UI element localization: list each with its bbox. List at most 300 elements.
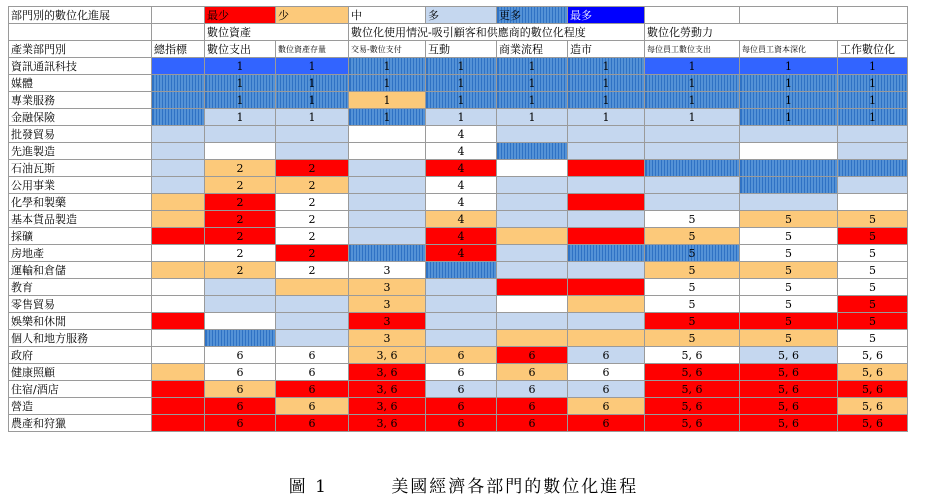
heatmap-cell [276,330,349,347]
figure-number: 圖 1 [288,477,328,497]
heatmap-cell [497,330,568,347]
heatmap-cell [276,126,349,143]
heatmap-cell: 3 [349,262,426,279]
heatmap-cell: 5 [740,245,838,262]
heatmap-cell [205,313,276,330]
heatmap-cell [497,262,568,279]
legend-row [9,7,908,24]
heatmap-cell: 5 [645,245,740,262]
heatmap-cell: 5, 6 [740,398,838,415]
legend-medium: 中 [349,7,426,24]
col-capital-per-worker: 每位員工資本深化 [740,41,838,58]
heatmap-cell: 6 [205,381,276,398]
heatmap-cell: 5 [838,262,908,279]
col-digital-asset-stock: 數位資產存量 [276,41,349,58]
heatmap-cell [152,262,205,279]
heatmap-cell: 1 [645,58,740,75]
sector-name: 資訊通訊科技 [9,58,152,75]
sector-name: 化學和製藥 [9,194,152,211]
heatmap-cell [568,296,645,313]
heatmap-cell [152,347,205,364]
col-business-process: 商業流程 [497,41,568,58]
heatmap-cell: 1 [349,58,426,75]
heatmap-cell: 6 [497,398,568,415]
heatmap-cell: 1 [645,109,740,126]
heatmap-cell: 1 [497,92,568,109]
sector-row [9,330,908,347]
heatmap-cell: 4 [426,194,497,211]
heatmap-cell: 5 [740,262,838,279]
heatmap-cell: 6 [205,364,276,381]
heatmap-cell: 6 [205,347,276,364]
sector-row [9,75,908,92]
heatmap-cell: 1 [838,75,908,92]
heatmap-cell: 6 [497,364,568,381]
heatmap-cell: 2 [205,262,276,279]
sector-name: 公用事業 [9,177,152,194]
heatmap-cell [152,194,205,211]
heatmap-cell: 2 [276,194,349,211]
heatmap-cell [568,279,645,296]
heatmap-cell: 1 [426,75,497,92]
sector-row [9,347,908,364]
heatmap-cell [740,126,838,143]
heatmap-cell [276,279,349,296]
heatmap-cell: 6 [276,381,349,398]
heatmap-cell [152,160,205,177]
sector-name: 運輸和倉儲 [9,262,152,279]
legend-less: 少 [276,7,349,24]
legend-most: 最多 [568,7,645,24]
heatmap-cell [497,211,568,228]
sector-name: 營造 [9,398,152,415]
sector-name: 農產和狩獵 [9,415,152,432]
heatmap-cell: 2 [276,245,349,262]
heatmap-cell: 1 [645,92,740,109]
col-work-digitization: 工作數位化 [838,41,908,58]
heatmap-cell: 1 [568,109,645,126]
legend-title: 部門別的數位化進展 [9,7,152,24]
heatmap-cell: 5, 6 [838,398,908,415]
heatmap-cell: 5 [645,228,740,245]
heatmap-cell: 1 [426,58,497,75]
heatmap-cell: 4 [426,228,497,245]
sector-row [9,109,908,126]
figure-title: 美國經濟各部門的數位化進程 [391,477,639,497]
heatmap-cell: 6 [568,364,645,381]
heatmap-cell: 1 [740,58,838,75]
heatmap-cell: 5 [838,313,908,330]
heatmap-cell: 6 [276,398,349,415]
heatmap-cell [349,126,426,143]
sector-name: 石油瓦斯 [9,160,152,177]
sector-name: 零售貿易 [9,296,152,313]
heatmap-cell [426,262,497,279]
col-transactions: 交易-數位支付 [349,41,426,58]
heatmap-cell [568,211,645,228]
heatmap-cell [497,296,568,313]
heatmap-cell [568,262,645,279]
heatmap-cell: 5, 6 [740,415,838,432]
col-market-making: 造市 [568,41,645,58]
heatmap-cell [568,330,645,347]
sector-row [9,313,908,330]
heatmap-cell: 3, 6 [349,364,426,381]
heatmap-cell [645,126,740,143]
heatmap-cell [152,228,205,245]
heatmap-cell: 5, 6 [740,381,838,398]
sector-name: 娛樂和休閒 [9,313,152,330]
heatmap-cell [205,143,276,160]
heatmap-cell: 6 [497,415,568,432]
heatmap-cell: 5, 6 [838,381,908,398]
heatmap-cell: 6 [276,364,349,381]
heatmap-cell [152,143,205,160]
heatmap-cell: 1 [276,92,349,109]
heatmap-cell [838,194,908,211]
heatmap-cell: 5 [838,245,908,262]
heatmap-cell [349,160,426,177]
heatmap-cell: 1 [276,109,349,126]
heatmap-cell: 6 [568,347,645,364]
heatmap-cell: 5 [838,279,908,296]
heatmap-cell [568,228,645,245]
heatmap-cell: 4 [426,177,497,194]
heatmap-cell [740,194,838,211]
heatmap-cell [152,177,205,194]
legend-spacer [152,7,205,24]
heatmap-cell [276,296,349,313]
heatmap-cell [205,296,276,313]
sector-row [9,398,908,415]
heatmap-cell: 5 [645,296,740,313]
heatmap-cell: 5 [740,330,838,347]
heatmap-cell: 5 [740,228,838,245]
heatmap-cell: 4 [426,126,497,143]
heatmap-cell: 1 [205,75,276,92]
heatmap-cell: 2 [205,177,276,194]
sector-name: 先進製造 [9,143,152,160]
heatmap-cell: 3 [349,279,426,296]
sector-row [9,364,908,381]
heatmap-cell [838,160,908,177]
heatmap-cell: 1 [497,109,568,126]
heatmap-cell [426,313,497,330]
heatmap-cell [497,228,568,245]
heatmap-cell [497,245,568,262]
heatmap-cell: 6 [497,347,568,364]
heatmap-cell: 1 [838,92,908,109]
heatmap-cell: 1 [276,75,349,92]
heatmap-cell: 2 [276,160,349,177]
heatmap-cell: 5 [645,279,740,296]
heatmap-cell [568,194,645,211]
heatmap-cell: 6 [426,381,497,398]
heatmap-cell: 5, 6 [645,415,740,432]
sector-row [9,228,908,245]
heatmap-cell: 6 [205,398,276,415]
heatmap-cell: 4 [426,245,497,262]
legend-spacer [740,7,838,24]
sector-row [9,126,908,143]
heatmap-cell: 6 [426,347,497,364]
heatmap-cell [426,296,497,313]
heatmap-cell: 2 [276,228,349,245]
heatmap-cell [152,58,205,75]
heatmap-cell [205,279,276,296]
heatmap-cell [497,160,568,177]
column-header-row [9,41,908,58]
figure-caption [0,472,927,497]
sector-name: 房地產 [9,245,152,262]
col-digital-spend: 數位支出 [205,41,276,58]
heatmap-cell: 5 [645,262,740,279]
heatmap-cell [568,245,645,262]
heatmap-cell [568,143,645,160]
sector-rows [9,58,908,432]
sector-row [9,194,908,211]
heatmap-cell: 5 [645,313,740,330]
heatmap-cell: 5, 6 [645,381,740,398]
heatmap-cell: 5 [645,211,740,228]
heatmap-cell: 1 [497,75,568,92]
heatmap-cell [740,143,838,160]
heatmap-cell: 6 [568,398,645,415]
heatmap-cell: 1 [205,92,276,109]
group-header-blank [9,24,152,41]
heatmap-cell: 1 [838,109,908,126]
heatmap-cell: 5 [740,279,838,296]
group-header-row [9,24,908,41]
heatmap-cell: 1 [568,75,645,92]
heatmap-cell [497,177,568,194]
heatmap-cell [740,160,838,177]
heatmap-cell [205,330,276,347]
heatmap-cell: 1 [349,75,426,92]
heatmap-cell [497,313,568,330]
sector-name: 基本貨品製造 [9,211,152,228]
heatmap-cell [568,177,645,194]
sector-row [9,143,908,160]
legend-spacer [838,7,908,24]
heatmap-cell [152,364,205,381]
sector-row [9,177,908,194]
heatmap-cell: 1 [838,58,908,75]
heatmap-cell [497,143,568,160]
heatmap-cell: 6 [568,415,645,432]
col-overall: 總指標 [152,41,205,58]
heatmap-cell: 1 [205,58,276,75]
heatmap-cell: 5 [740,296,838,313]
heatmap-cell: 4 [426,160,497,177]
heatmap-cell [568,126,645,143]
heatmap-cell: 6 [568,381,645,398]
heatmap-cell: 3, 6 [349,415,426,432]
heatmap-cell [426,330,497,347]
heatmap-cell [497,126,568,143]
heatmap-cell [349,245,426,262]
heatmap-cell: 3 [349,296,426,313]
heatmap-cell: 3, 6 [349,347,426,364]
sector-name: 金融保險 [9,109,152,126]
sector-row [9,415,908,432]
heatmap-cell: 5, 6 [645,398,740,415]
heatmap-cell: 5, 6 [838,347,908,364]
heatmap-cell: 1 [740,109,838,126]
heatmap-cell: 5 [645,330,740,347]
sector-name: 健康照顧 [9,364,152,381]
sector-row [9,58,908,75]
heatmap-cell [497,279,568,296]
heatmap-cell [838,143,908,160]
heatmap-cell: 1 [426,92,497,109]
legend-spacer [645,7,740,24]
heatmap-cell: 2 [276,211,349,228]
heatmap-cell [645,143,740,160]
sector-row [9,160,908,177]
group-digital-labor: 數位化勞動力 [645,24,908,41]
heatmap-cell: 5 [740,211,838,228]
heatmap-cell: 1 [568,92,645,109]
heatmap-cell [152,296,205,313]
heatmap-cell [152,92,205,109]
heatmap-cell: 1 [349,92,426,109]
heatmap-cell [152,415,205,432]
sector-name: 專業服務 [9,92,152,109]
group-digital-usage: 數位化使用情況-吸引顧客和供應商的數位化程度 [349,24,645,41]
heatmap-cell: 6 [276,347,349,364]
group-digital-assets: 數位資產 [205,24,349,41]
heatmap-cell: 5 [838,296,908,313]
sector-name: 政府 [9,347,152,364]
heatmap-cell: 5 [740,313,838,330]
heatmap-cell [152,330,205,347]
heatmap-cell: 5, 6 [645,364,740,381]
sector-name: 個人和地方服務 [9,330,152,347]
heatmap-cell: 1 [276,58,349,75]
heatmap-cell [205,126,276,143]
heatmap-cell [152,126,205,143]
heatmap-cell [645,194,740,211]
heatmap-cell [645,160,740,177]
heatmap-cell [349,177,426,194]
heatmap-cell: 5 [838,211,908,228]
legend-least: 最少 [205,7,276,24]
heatmap-cell [568,160,645,177]
heatmap-cell: 6 [205,415,276,432]
heatmap-cell: 6 [426,398,497,415]
sector-row [9,245,908,262]
heatmap-cell [349,211,426,228]
heatmap-cell: 5, 6 [740,364,838,381]
heatmap-cell [152,398,205,415]
heatmap-cell: 4 [426,143,497,160]
heatmap-cell: 1 [349,109,426,126]
sector-name: 住宿/酒店 [9,381,152,398]
heatmap-cell [838,126,908,143]
digitization-heatmap [8,6,908,432]
sector-row [9,279,908,296]
heatmap-cell: 5, 6 [838,364,908,381]
heatmap-cell [276,143,349,160]
heatmap-cell: 2 [205,160,276,177]
heatmap-cell: 1 [205,109,276,126]
heatmap-cell: 2 [205,228,276,245]
heatmap-cell: 2 [276,262,349,279]
heatmap-cell [426,279,497,296]
heatmap-cell [276,313,349,330]
heatmap-cell: 3 [349,313,426,330]
heatmap-cell: 1 [497,58,568,75]
legend-more: 多 [426,7,497,24]
sector-row [9,296,908,313]
heatmap-cell: 2 [205,245,276,262]
sector-row [9,211,908,228]
heatmap-cell: 6 [426,415,497,432]
sector-name: 教育 [9,279,152,296]
heatmap-cell: 5, 6 [645,347,740,364]
sector-name: 採礦 [9,228,152,245]
heatmap-cell [349,228,426,245]
group-header-blank [152,24,205,41]
heatmap-cell: 2 [276,177,349,194]
heatmap-cell: 3 [349,330,426,347]
heatmap-cell [838,177,908,194]
col-spend-per-worker: 每位員工數位支出 [645,41,740,58]
heatmap-cell: 6 [497,381,568,398]
sector-row [9,262,908,279]
sector-name: 批發貿易 [9,126,152,143]
heatmap-cell: 1 [740,92,838,109]
sector-row [9,92,908,109]
heatmap-cell [152,381,205,398]
heatmap-cell: 5 [838,330,908,347]
heatmap-cell: 6 [426,364,497,381]
heatmap-cell: 2 [205,211,276,228]
heatmap-cell: 5, 6 [838,415,908,432]
heatmap-cell [740,177,838,194]
heatmap-table [8,6,908,432]
heatmap-cell: 5, 6 [740,347,838,364]
heatmap-cell [349,143,426,160]
heatmap-cell: 1 [740,75,838,92]
heatmap-cell [568,313,645,330]
heatmap-cell [152,211,205,228]
heatmap-cell [152,109,205,126]
heatmap-cell: 3, 6 [349,381,426,398]
heatmap-cell [152,245,205,262]
heatmap-cell [349,194,426,211]
heatmap-cell [645,177,740,194]
heatmap-cell [152,279,205,296]
heatmap-cell: 2 [205,194,276,211]
sector-name: 媒體 [9,75,152,92]
heatmap-cell: 1 [568,58,645,75]
heatmap-cell: 4 [426,211,497,228]
sector-row [9,381,908,398]
heatmap-cell: 6 [276,415,349,432]
heatmap-cell: 5 [838,228,908,245]
heatmap-cell [152,313,205,330]
col-interaction: 互動 [426,41,497,58]
heatmap-cell [152,75,205,92]
legend-much-more: 更多 [497,7,568,24]
heatmap-cell: 1 [426,109,497,126]
col-sector: 產業部門別 [9,41,152,58]
heatmap-cell: 3, 6 [349,398,426,415]
heatmap-cell: 1 [645,75,740,92]
heatmap-cell [497,194,568,211]
